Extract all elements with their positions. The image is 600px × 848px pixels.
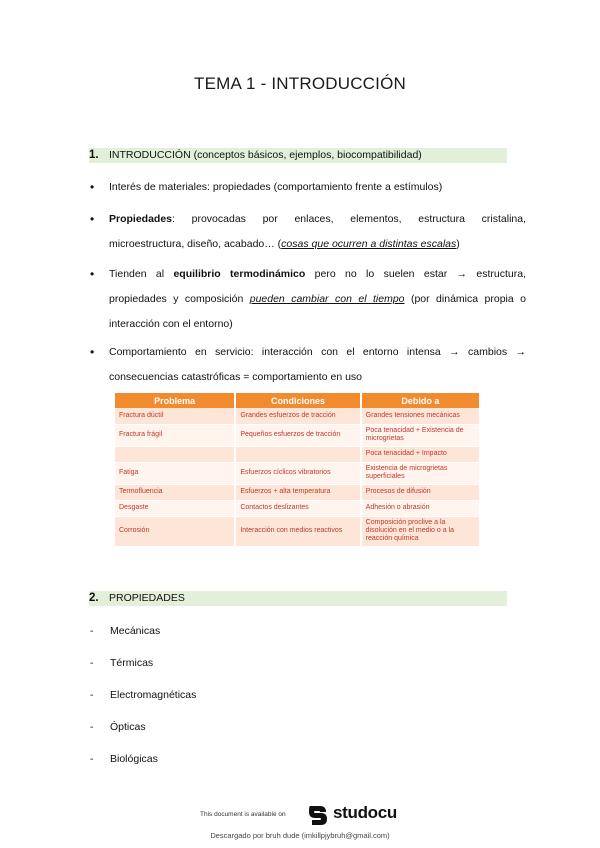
footer-download-text: Descargado por bruh dude (imkillpjybruh@gmail.com)	[210, 831, 390, 840]
table-cell: Procesos de difusión	[361, 484, 480, 500]
text-span: consecuencias catastróficas = comportamiento en uso	[109, 371, 363, 383]
table-cell: Esfuerzos cíclicos vibratorios	[235, 462, 360, 484]
text-span: : provocadas por enlaces, elementos, estructura cristalina,	[172, 213, 526, 225]
table-cell: Fractura dúctil	[115, 408, 235, 424]
table-cell: Fatiga	[115, 462, 235, 484]
text-span: propiedades y composición	[109, 293, 250, 305]
bullet-text	[109, 262, 526, 337]
text-span: pero no lo suelen estar → estructura,	[305, 268, 527, 280]
text-span: Tienden al	[109, 268, 174, 280]
list-item	[90, 688, 196, 702]
table-row	[115, 408, 480, 424]
list-item	[90, 624, 160, 638]
bullet-text	[109, 207, 526, 257]
table-cell: Termofluencia	[115, 484, 235, 500]
table-row	[115, 516, 480, 546]
text-span: Comportamiento en servicio: interacción con el entorno intensa → cambios →	[109, 346, 526, 358]
section-title: INTRODUCCIÓN (conceptos básicos, ejemplos, biocompatibilidad)	[109, 149, 422, 161]
table-row	[115, 462, 480, 484]
table-cell: Adhesión o abrasión	[361, 500, 480, 516]
table-cell: Grandes esfuerzos de tracción	[235, 408, 360, 424]
list-item-text: Mecánicas	[110, 625, 161, 637]
table-cell: Composición proclive a la disolución en el medio o a la reacción química	[361, 516, 480, 546]
bullet-item	[90, 207, 526, 257]
table-cell: Corrosión	[115, 516, 235, 546]
table-cell: Poca tenacidad + Existencia de microgrietas	[361, 424, 480, 446]
table-cell	[115, 446, 235, 462]
list-item-text: Térmicas	[110, 657, 154, 669]
table-row	[115, 484, 480, 500]
section-number: 2.	[89, 592, 99, 604]
table-row	[115, 500, 480, 516]
table-cell: Pequeños esfuerzos de tracción	[235, 424, 360, 446]
table-header-cell: Condiciones	[235, 393, 360, 408]
table-row	[115, 446, 480, 462]
table-row	[115, 424, 480, 446]
bullet-text: Interés de materiales: propiedades (comportamiento frente a estímulos)	[109, 181, 443, 193]
bullet-icon: •	[90, 345, 95, 359]
dash-icon: -	[90, 753, 94, 765]
bullet-item	[90, 262, 526, 337]
table-cell: Poca tenacidad + Impacto	[361, 446, 480, 462]
text-span: interacción con el entorno)	[109, 318, 233, 330]
table-header-row	[115, 393, 480, 408]
studocu-logo[interactable]	[306, 801, 406, 827]
list-item-text: Biológicas	[110, 753, 158, 765]
list-item-text: Electromagnéticas	[110, 689, 197, 701]
table-cell: Existencia de microgrietas superficiales	[361, 462, 480, 484]
studocu-logo-icon	[306, 803, 330, 827]
problems-table	[115, 393, 481, 547]
section-heading-introduccion	[89, 148, 507, 163]
text-span: microestructura, diseño, acabado… (	[109, 238, 282, 250]
table-cell: Contactos deslizantes	[235, 500, 360, 516]
table-cell	[235, 446, 360, 462]
section-heading-propiedades	[89, 591, 507, 606]
table-header-cell: Debido a	[361, 393, 480, 408]
page-title: TEMA 1 - INTRODUCCIÓN	[194, 74, 406, 93]
bullet-item	[90, 340, 526, 390]
bullet-icon: •	[90, 267, 95, 281]
bullet-icon: •	[90, 212, 95, 226]
table-header-cell: Problema	[115, 393, 235, 408]
list-item	[90, 752, 158, 766]
bold-term: equilibrio termodinámico	[173, 268, 306, 280]
bullet-item	[90, 175, 526, 200]
bullet-text	[109, 340, 526, 390]
table-cell: Esfuerzos + alta temperatura	[235, 484, 360, 500]
underlined-note: cosas que ocurren a distintas escalas	[281, 238, 457, 250]
table-cell: Desgaste	[115, 500, 235, 516]
section-number: 1.	[89, 149, 99, 161]
studocu-brand: studocu	[333, 803, 398, 822]
list-item-text: Ópticas	[110, 721, 146, 733]
dash-icon: -	[90, 721, 94, 733]
dash-icon: -	[90, 689, 94, 701]
bold-term: Propiedades	[109, 213, 173, 225]
dash-icon: -	[90, 657, 94, 669]
list-item	[90, 720, 146, 734]
underlined-note: pueden cambiar con el tiempo	[249, 293, 405, 305]
table-cell: Grandes tensiones mecánicas	[361, 408, 480, 424]
text-span: )	[456, 238, 460, 250]
section-title: PROPIEDADES	[109, 592, 185, 604]
list-item	[90, 656, 153, 670]
bullet-icon: •	[90, 180, 95, 194]
footer-available-text: This document is available on	[200, 811, 286, 818]
text-span: (por dinámica propia o	[404, 293, 526, 305]
table-cell: Fractura frágil	[115, 424, 235, 446]
dash-icon: -	[90, 625, 94, 637]
table-cell: Interacción con medios reactivos	[235, 516, 360, 546]
